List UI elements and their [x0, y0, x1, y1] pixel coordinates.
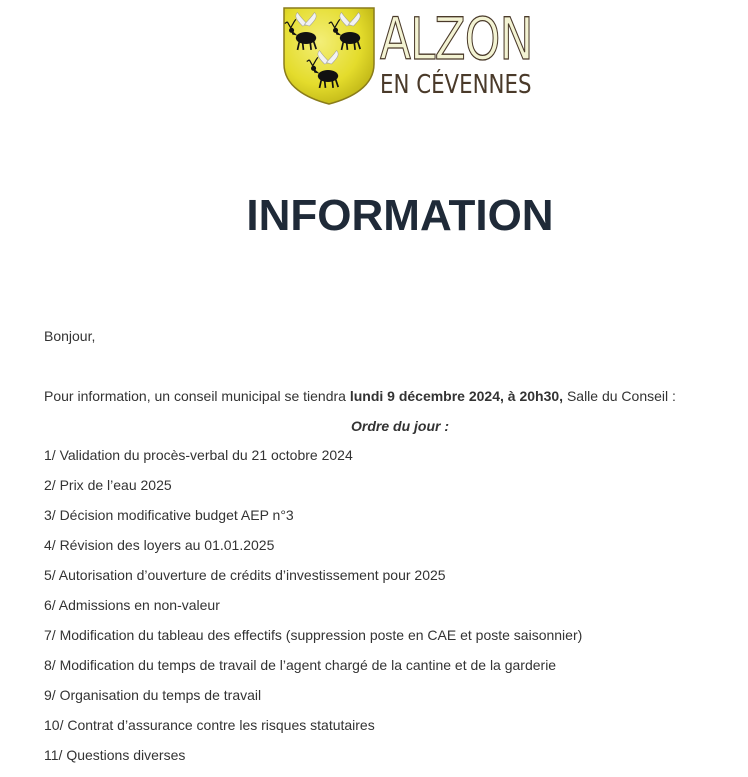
intro-paragraph — [44, 387, 676, 405]
agenda-item: 3/ Décision modificative budget AEP n°3 — [44, 507, 294, 523]
intro-text: Pour information, un conseil municipal se tiendra — [44, 388, 350, 404]
agenda-list — [44, 446, 582, 776]
agenda-item: 11/ Questions diverses — [44, 747, 186, 763]
agenda-title: Ordre du jour : — [351, 418, 449, 434]
meeting-date: lundi 9 décembre 2024, à 20h30, — [349, 388, 564, 404]
intro-location: Salle du Conseil : — [563, 388, 676, 404]
page-title: INFORMATION — [246, 191, 554, 240]
header-logo — [282, 5, 533, 106]
agenda-item: 2/ Prix de l’eau 2025 — [44, 477, 172, 493]
logo-wordmark — [380, 5, 533, 106]
agenda-item: 9/ Organisation du temps de travail — [44, 687, 262, 703]
agenda-item: 5/ Autorisation d’ouverture de crédits d’investissement pour 2025 — [44, 567, 446, 583]
agenda-item: 8/ Modification du temps de travail de l’agent chargé de la cantine et de la garderie — [44, 657, 557, 673]
agenda-item: 10/ Contrat d’assurance contre les risques statutaires — [44, 717, 375, 733]
coat-of-arms-icon — [282, 6, 376, 106]
agenda-item: 6/ Admissions en non-valeur — [44, 597, 220, 613]
greeting: Bonjour, — [44, 328, 96, 344]
agenda-item: 7/ Modification du tableau des effectifs (suppression poste en CAE et poste saisonnier) — [44, 627, 583, 643]
agenda-item: 1/ Validation du procès-verbal du 21 octobre 2024 — [44, 447, 353, 463]
logo-subtitle: EN CÉVENNES — [380, 70, 532, 100]
logo-name: ALZON — [380, 5, 533, 73]
agenda-item: 4/ Révision des loyers au 01.01.2025 — [44, 537, 275, 553]
